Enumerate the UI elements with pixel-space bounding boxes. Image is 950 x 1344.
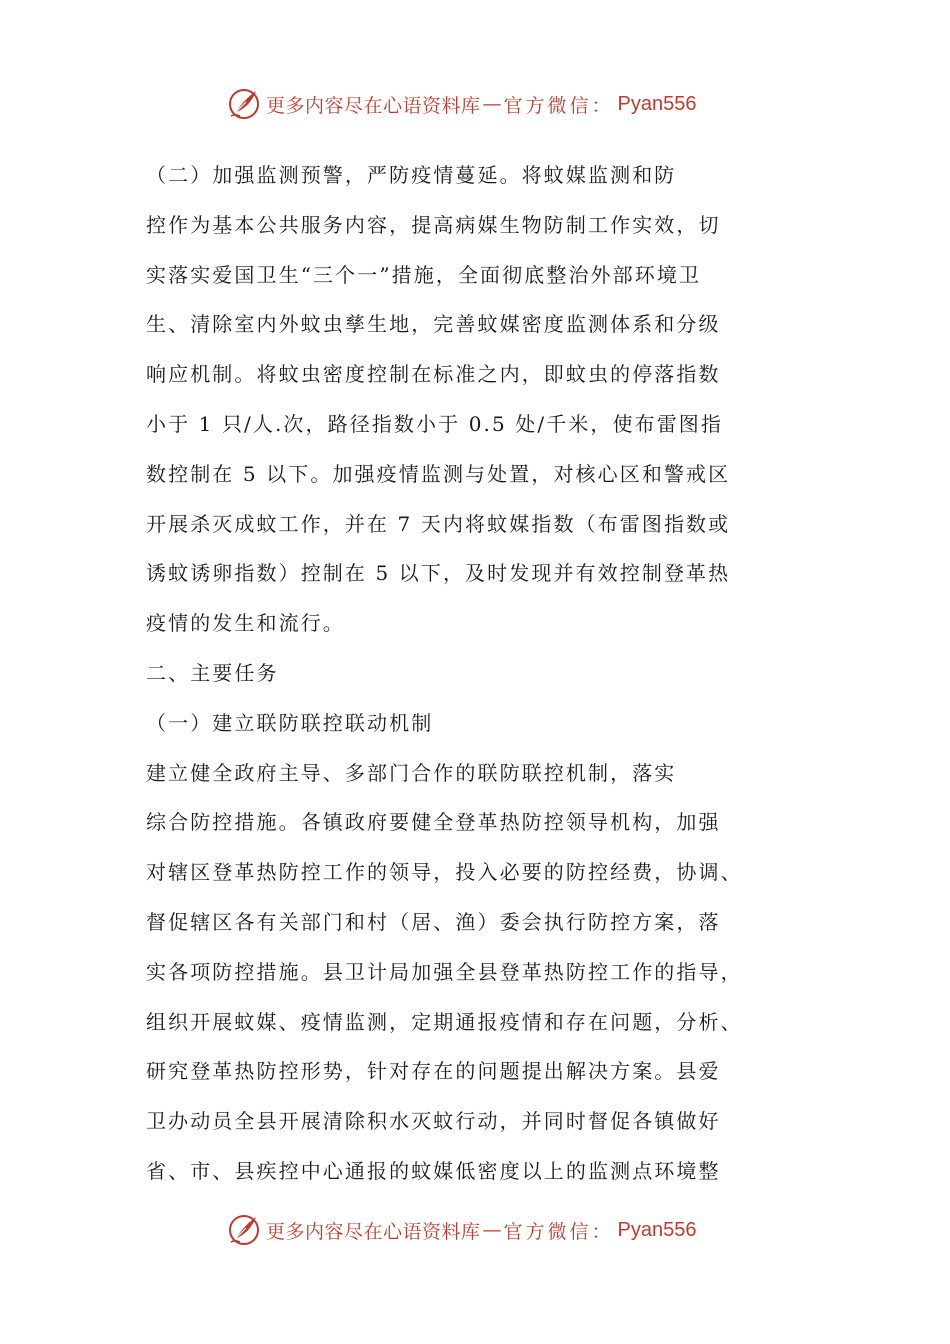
section-heading: 二、主要任务 [146,660,279,685]
text-line: 生、清除室内外蚊虫孳生地，完善蚊媒密度监测体系和分级 [146,312,721,337]
watermark-dash: — [482,1219,502,1241]
watermark-wechat-id: Pyan556 [617,1218,697,1241]
text-line: 疫情的发生和流行。 [146,611,345,636]
text-line: 实落实爱国卫生“三个一”措施，全面彻底整治外部环境卫 [146,262,702,287]
text-line: 响应机制。将蚊虫密度控制在标准之内，即蚊虫的停落指数 [146,362,721,387]
text-line: 卫办动员全县开展清除积水灭蚊行动，并同时督促各镇做好 [146,1109,721,1134]
footer-watermark [226,1210,697,1250]
text-line: 数控制在 5 以下。加强疫情监测与处置，对核心区和警戒区 [146,461,731,486]
watermark-brand-text: 更多内容尽在心语资料库 [266,94,481,117]
quill-pen-icon [226,1212,262,1248]
text-line: 组织开展蚊媒、疫情监测，定期通报疫情和存在问题，分析、 [146,1009,743,1034]
header-watermark [226,84,697,124]
text-line: 督促辖区各有关部门和村（居、渔）委会执行防控方案，落 [146,909,721,934]
text-line: 诱蚊诱卵指数）控制在 5 以下，及时发现并有效控制登革热 [146,561,731,586]
text-line: 建立健全政府主导、多部门合作的联防联控机制，落实 [146,760,677,785]
text-line: 研究登革热防控形势，针对存在的问题提出解决方案。县爱 [146,1059,721,1084]
text-line: 开展杀灭成蚊工作，并在 7 天内将蚊媒指数（布雷图指数或 [146,511,731,536]
text-line: 实各项防控措施。县卫计局加强全县登革热防控工作的指导， [146,959,743,984]
text-line: 小于 1 只/人.次，路径指数小于 0.5 处/千米，使布雷图指 [146,411,723,436]
document-body [146,151,756,1197]
subsection-heading: （一）建立联防联控联动机制 [146,710,434,735]
watermark-wechat-id: Pyan556 [617,92,697,115]
watermark-wechat-label: 官方微信： [503,94,614,117]
quill-pen-icon [226,86,262,122]
watermark-brand-text: 更多内容尽在心语资料库 [266,1220,481,1243]
text-line: 省、市、县疾控中心通报的蚊媒低密度以上的监测点环境整 [146,1158,721,1183]
text-line: （二）加强监测预警，严防疫情蔓延。将蚊媒监测和防 [146,163,677,187]
watermark-wechat-label: 官方微信： [503,1220,614,1243]
text-line: 综合防控措施。各镇政府要健全登革热防控领导机构，加强 [146,810,721,835]
text-line: 对辖区登革热防控工作的领导，投入必要的防控经费，协调、 [146,860,743,885]
watermark-dash: — [482,93,502,115]
text-line: 控作为基本公共服务内容，提高病媒生物防制工作实效，切 [146,212,721,237]
